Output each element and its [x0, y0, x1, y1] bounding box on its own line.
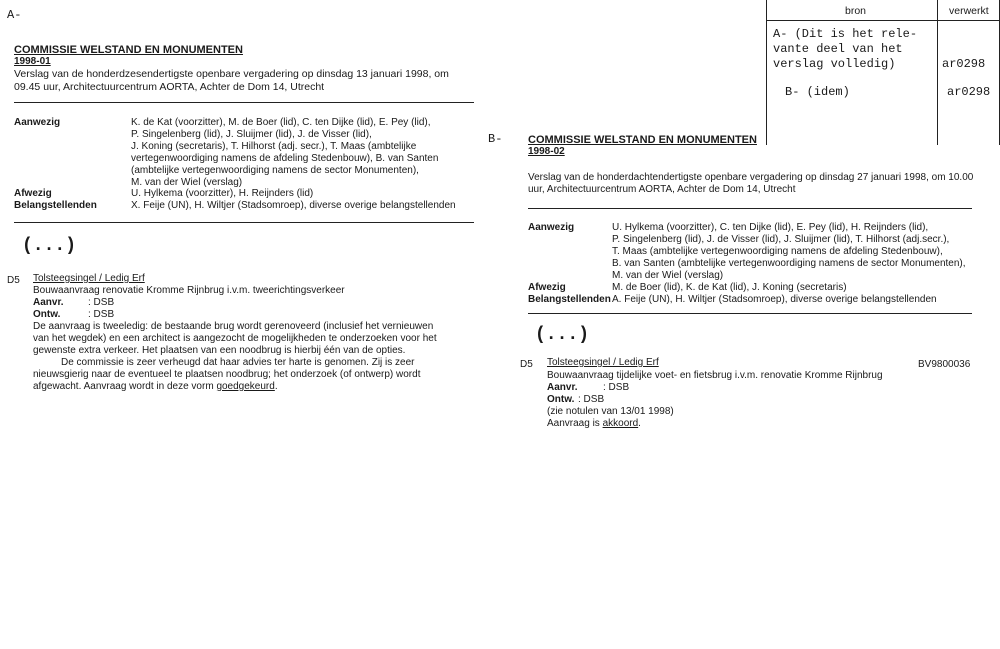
- doc-a-present-line: M. van der Wiel (verslag): [131, 177, 243, 188]
- doc-a-item-title: Tolsteegsingel / Ledig Erf: [33, 273, 145, 284]
- doc-a-last-line-prefix: afgewacht. Aanvraag wordt in deze vorm: [33, 381, 217, 392]
- doc-a-body-line: De commissie is zeer verheugd dat haar advies ter harte is genomen. Zij is zeer: [61, 357, 415, 368]
- source-table-row-b-processed: ar0298: [947, 85, 991, 99]
- doc-b-ontw-label: Ontw.: [547, 394, 575, 405]
- doc-b-stakeholders-label: Belangstellenden: [528, 294, 611, 305]
- doc-b-marker: B-: [488, 132, 503, 146]
- doc-b-ellipsis: (...): [535, 325, 590, 345]
- doc-a-present-label: Aanwezig: [14, 117, 61, 128]
- doc-b-intro-line-2: uur, Architectuurcentrum AORTA, Achter de Dom 14, Utrecht: [528, 184, 796, 195]
- doc-a-present-line: K. de Kat (voorzitter), M. de Boer (lid), C. ten Dijke (lid), E. Pey (lid),: [131, 117, 431, 128]
- source-table-row-a-line: verslag volledig): [773, 57, 896, 71]
- doc-b-present-label: Aanwezig: [528, 222, 575, 233]
- doc-a-body-line: van het wegdek) en een architect is aangezocht de mogelijkheden te onderzoeken voor het: [33, 333, 437, 344]
- doc-b-note: (zie notulen van 13/01 1998): [547, 406, 674, 417]
- doc-a-present-line: vertegenwoordiging namens de afdeling Stedenbouw), B. van Santen: [131, 153, 439, 164]
- doc-a-stakeholders-label: Belangstellenden: [14, 200, 97, 211]
- doc-a-absent-text: U. Hylkema (voorzitter), H. Reijnders (lid): [131, 188, 314, 199]
- source-table-row-b: B- (idem): [785, 85, 850, 99]
- doc-a-body-line: gewenste extra verkeer. Het plaatsen van een noodbrug is hierbij één van de opties.: [33, 345, 406, 356]
- doc-b-verdict-suffix: .: [638, 418, 641, 429]
- doc-a-intro-line-1: Verslag van de honderdzesendertigste openbare vergadering op dinsdag 13 januari 1998, om: [14, 68, 449, 80]
- doc-b-item-desc: Bouwaanvraag tijdelijke voet- en fietsbrug i.v.m. renovatie Kromme Rijnbrug: [547, 370, 883, 381]
- source-table-column-divider: [937, 0, 938, 145]
- source-table-row-a-line: vante deel van het: [773, 42, 903, 56]
- doc-a-body-line: nieuwsgierig naar de eventueel te plaatsen noodbrug; het onderzoek (of ontwerp) wordt: [33, 369, 421, 380]
- doc-a-present-line: (ambtelijke vertegenwoordiging namens de sector Monumenten),: [131, 165, 419, 176]
- doc-a-divider-bottom: [14, 222, 474, 223]
- doc-a-item-code: D5: [7, 275, 20, 286]
- doc-b-present-line: M. van der Wiel (verslag): [612, 270, 724, 281]
- doc-b-stakeholders-text: A. Feije (UN), H. Wiltjer (Stadsomroep), diverse overige belangstellenden: [612, 294, 937, 305]
- doc-b-present-line: B. van Santen (ambtelijke vertegenwoordiging namens de sector Monumenten),: [612, 258, 966, 269]
- doc-a-absent-label: Afwezig: [14, 188, 52, 199]
- doc-a-ontw-value: : DSB: [88, 309, 115, 320]
- doc-a-number: 1998-01: [14, 56, 51, 67]
- source-table: [766, 0, 1000, 145]
- doc-b-present-line: P. Singelenberg (lid), J. de Visser (lid), J. Sluijmer (lid), T. Hilhorst (adj.secr.),: [612, 234, 950, 245]
- doc-a-item-desc: Bouwaanvraag renovatie Kromme Rijnbrug i.v.m. tweerichtingsverkeer: [33, 285, 345, 296]
- doc-b-divider-bottom: [528, 313, 972, 314]
- doc-a-stakeholders-text: X. Feije (UN), H. Wiltjer (Stadsomroep), diverse overige belangstellenden: [131, 200, 456, 211]
- doc-b-intro-line-1: Verslag van de honderdachtendertigste openbare vergadering op dinsdag 27 januari 1998, om 10.00: [528, 172, 974, 183]
- source-table-row-a-processed: ar0298: [942, 57, 986, 71]
- doc-b-item-title: Tolsteegsingel / Ledig Erf: [547, 357, 659, 368]
- source-table-header-source: bron: [845, 5, 867, 17]
- doc-a-title: COMMISSIE WELSTAND EN MONUMENTEN: [14, 44, 243, 56]
- source-table-header-processed: verwerkt: [949, 5, 989, 17]
- doc-b-present-line: U. Hylkema (voorzitter), C. ten Dijke (lid), E. Pey (lid), H. Reijnders (lid),: [612, 222, 929, 233]
- doc-b-item-code: D5: [520, 359, 533, 370]
- doc-a-body-line: De aanvraag is tweeledig: de bestaande brug wordt gerenoveerd (inclusief het vernieuwen: [33, 321, 434, 332]
- doc-a-marker: A-: [7, 8, 22, 22]
- doc-a-divider-top: [14, 102, 474, 103]
- doc-a-present-line: P. Singelenberg (lid), J. Sluijmer (lid), J. de Visser (lid),: [131, 129, 372, 140]
- doc-b-absent-text: M. de Boer (lid), K. de Kat (lid), J. Koning (secretaris): [612, 282, 847, 293]
- doc-b-verdict-line: [547, 418, 641, 429]
- doc-a-present-line: J. Koning (secretaris), T. Hilhorst (adj. secr.), T. Maas (ambtelijke: [131, 141, 417, 152]
- doc-a-verdict: goedgekeurd: [216, 381, 275, 392]
- doc-a-ellipsis: (...): [22, 236, 77, 256]
- doc-a-body-last-line: [33, 381, 478, 393]
- doc-b-number: 1998-02: [528, 146, 565, 157]
- doc-b-aanvr-value: : DSB: [603, 382, 630, 393]
- doc-b-verdict: akkoord: [602, 418, 639, 429]
- source-table-row-a: [773, 27, 917, 72]
- doc-a-ontw-label: Ontw.: [33, 309, 61, 320]
- source-table-row-a-line: A- (Dit is het rele-: [773, 27, 918, 41]
- doc-b-divider-top: [528, 208, 972, 209]
- doc-a-aanvr-value: : DSB: [88, 297, 115, 308]
- doc-a-body: [33, 321, 478, 393]
- doc-b-ontw-value: : DSB: [578, 394, 605, 405]
- doc-a-last-line-suffix: .: [274, 381, 278, 392]
- doc-a-intro-line-2: 09.45 uur, Architectuurcentrum AORTA, Achter de Dom 14, Utrecht: [14, 81, 325, 93]
- doc-a-aanvr-label: Aanvr.: [33, 297, 64, 308]
- doc-b-aanvr-label: Aanvr.: [547, 382, 578, 393]
- doc-b-absent-label: Afwezig: [528, 282, 566, 293]
- doc-b-verdict-prefix: Aanvraag is: [547, 418, 603, 429]
- source-table-header-line: [767, 20, 999, 21]
- doc-b-item-ref: BV9800036: [918, 359, 971, 370]
- doc-b-title: COMMISSIE WELSTAND EN MONUMENTEN: [528, 134, 757, 146]
- doc-b-present-line: T. Maas (ambtelijke vertegenwoordiging namens de afdeling Stedenbouw),: [612, 246, 943, 257]
